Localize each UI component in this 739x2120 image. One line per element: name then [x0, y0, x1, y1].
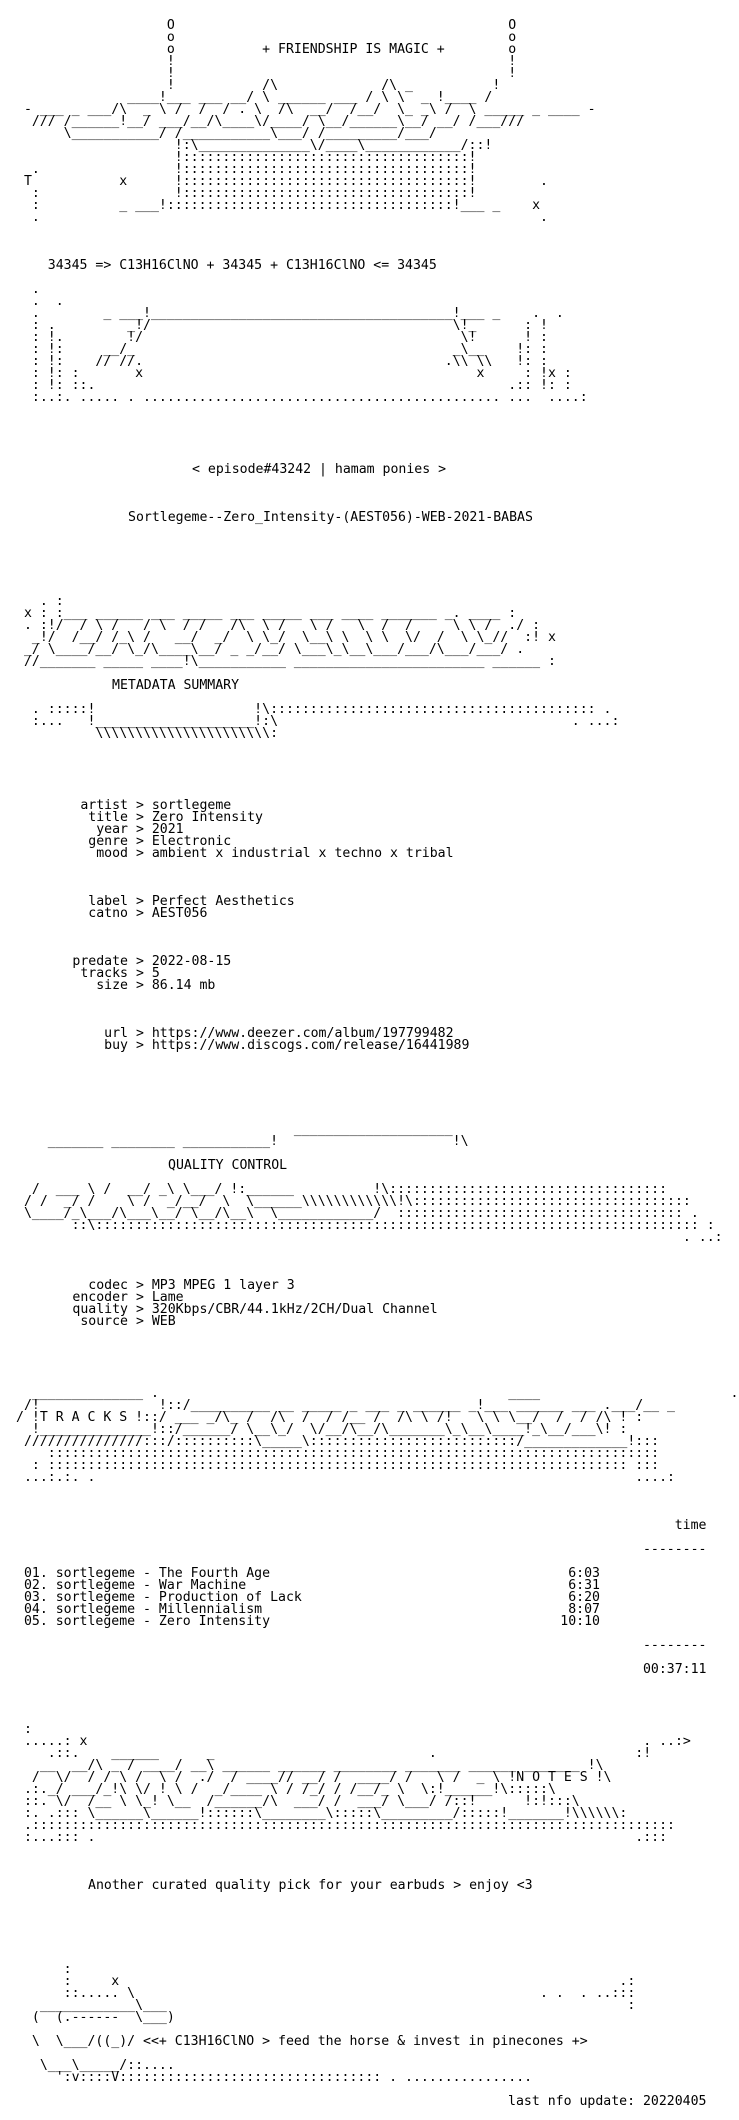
- metadata-key: tracks: [80, 966, 128, 981]
- metadata-key: predate: [72, 954, 128, 969]
- metadata-key: url: [104, 1026, 128, 1041]
- quality-key: codec: [88, 1278, 128, 1293]
- metadata-value[interactable]: https://www.discogs.com/release/16441989: [151, 1038, 470, 1053]
- quality-value: MP3 MPEG 1 layer 3: [151, 1278, 295, 1293]
- track-row: [16, 1616, 739, 1628]
- header-frame-art: . . . . _ ___!______________________________________!___ _ . . : . _!/ \!_ : ! : !. !/ \! ! : : !: __/_ _\__ !: : : !: // //. .\\ \\ !: : : !: : x x : !x : : !: ::. .:: !: : :..:. ..... . ............................................. ... ....:: [31, 282, 588, 405]
- metadata-value: Electronic: [151, 834, 232, 849]
- metadata-key: title: [88, 810, 128, 825]
- metadata-row-label: label > Perfect Aesthetics: [16, 896, 739, 908]
- metadata-key: catno: [88, 906, 128, 921]
- track-time: 6:31: [568, 1578, 600, 1593]
- metadata-logo-art: . : x : :___ ______ ___ _____ ___ _____ ___ ____ _______ _. ____ : . :!/ / \ / / \ / / /\ \ / \ / \ / / \ \ / ./ : _!/ /__/ /_\ / __/ _/ \ \_/ \__\ \ \ \ \/ / \ \_// :! x _/ \____/__/ \_/\____\__/ _ _/__/ \___\_\__\___/___/\___/___/ . //_______ _____ ____!\___________ ________________________ ______ :: [23, 594, 556, 669]
- metadata-key: genre: [88, 834, 128, 849]
- metadata-banner-art: . :::::! !\::::::::::::::::::::::::::::::::::::::::: . :... !____________________!:\ . ...: \\\\\\\\\\\\\\\\\\\\\\:: [31, 702, 620, 741]
- metadata-banner: METADATA SUMMARY: [112, 678, 240, 693]
- metadata-key: mood: [96, 846, 128, 861]
- tracks-total-rule: --------: [642, 1638, 707, 1653]
- nfo-document: [16, 8, 739, 2120]
- tracks-logo-art: ______________ . ____ . /! !::/__________ __ _____ _ ___ _ ______ _!___ ______ ___ .___/__ _ / !T R A C K S !::/ ___ _/\_ / /\ / / /__ / /\ \ /! \ \ \__/ / / /\ ! : !______________!::/______/ \__\_/ \/__/\__/\_______\_\__\____!_\__/___\! : ///////////////:::/::::::::::\_____\::::::::::::::::::::::::::/_____________!::: ::::::::::::::::::::::::::::::::::::::::::::::::::::::::::::::::::::::::::::: : ::::::::::::::::::::::::::::::::::::::::::::::::::::::::::::::::::::::::: ::: ...:.:. . ....:: [16, 1386, 739, 1485]
- track-time: 8:07: [568, 1602, 600, 1617]
- quality-key: quality: [72, 1302, 128, 1317]
- metadata-row-size: size > 86.14 mb: [16, 980, 739, 992]
- track-title: 02. sortlegeme - War Machine: [16, 1578, 247, 1593]
- metadata-value: 2021: [151, 822, 184, 837]
- footer-art: : : x .: ::..... \ . . . ..::: ____________\___ : ( (.------ \___): [31, 1962, 636, 2025]
- track-title: 04. sortlegeme - Millennialism: [16, 1602, 263, 1617]
- metadata-key: year: [96, 822, 128, 837]
- episode-line: < episode#43242 | hamam ponies >: [192, 462, 447, 477]
- track-time: 6:03: [568, 1566, 600, 1581]
- tracks-total-time: 00:37:11: [642, 1662, 707, 1677]
- metadata-value: Zero Intensity: [151, 810, 263, 825]
- track-time: 10:10: [560, 1614, 600, 1629]
- metadata-value[interactable]: https://www.deezer.com/album/197799482: [151, 1026, 454, 1041]
- metadata-key: size: [96, 978, 128, 993]
- metadata-key: artist: [80, 798, 128, 813]
- quality-row-quality: quality > 320Kbps/CBR/44.1kHz/2CH/Dual Channel: [16, 1304, 739, 1316]
- metadata-value: 2022-08-15: [151, 954, 232, 969]
- tracks-time-rule: --------: [642, 1542, 707, 1557]
- quality-banner-art: / ___ \ / __/ _\ \___/ !:______ !\::::::::::::::::::::::::::::::::::: / / _/ / \ / _/__/ \ \______\\\\\\\\\\\\!\::::::::::::::::::::::::::::::::::: \____/_\___/\___\__/ \__/\__\ \____________/ :::::::::::::::::::::::::::::::::::: . ::\:::::::::::::::::::::::::::::::::::::::::::::::::::::::::::::::::::::::::::: : . ..:: [23, 1182, 723, 1245]
- tracks-time-header: time: [674, 1518, 707, 1533]
- last-update: last nfo update: 20220405: [508, 2094, 707, 2109]
- metadata-value: 86.14 mb: [151, 978, 216, 993]
- metadata-row-title: title > Zero Intensity: [16, 812, 739, 824]
- metadata-row-buy: buy > https://www.discogs.com/release/16441989: [16, 1040, 739, 1052]
- quality-value: 320Kbps/CBR/44.1kHz/2CH/Dual Channel: [151, 1302, 438, 1317]
- metadata-value: sortlegeme: [151, 798, 232, 813]
- metadata-row-catno: catno > AEST056: [16, 908, 739, 920]
- track-time: 6:20: [568, 1590, 600, 1605]
- metadata-row-mood: mood > ambient x industrial x techno x tribal: [16, 848, 739, 860]
- footer-art-bottom: \___\_____/::.... ':v::::V::::::::::::::::::::::::::::::::: . ................: [39, 2058, 533, 2085]
- track-title: 05. sortlegeme - Zero Intensity: [16, 1614, 271, 1629]
- metadata-key: label: [88, 894, 128, 909]
- metadata-row-predate: predate > 2022-08-15: [16, 956, 739, 968]
- quality-key: encoder: [72, 1290, 128, 1305]
- metadata-value: Perfect Aesthetics: [151, 894, 295, 909]
- metadata-row-tracks: tracks > 5: [16, 968, 739, 980]
- quality-banner: QUALITY CONTROL: [168, 1158, 288, 1173]
- header-ascii-art: O O o o o + FRIENDSHIP IS MAGIC + o ! ! ! ! ! /\ /\ _ ! ____!___ ___ __/ \ ______ ___ / \ \ _ !____ / - ___ _ ___/\ _ \ / / / . \ /\ __/ /__/ \_ _\ / \ _____ _ ____ - /// /______!__/ ___/__/\____\/____/ \__/______\__/ __/ /___/// \___________/ /___________\___/ /_________/___/ !:\______________\/____\____________/::! !::::::::::::::::::::::::::::::::::::! . !::::::::::::::::::::::::::::::::::::! T x !::::::::::::::::::::::::::::::::::::! . : !::::::::::::::::::::::::::::::::::::! : _ ___!::::::::::::::::::::::::::::::::::::!___ _ x . .: [23, 18, 596, 225]
- notes-logo-art: : .....: x . ..:> .::. ______ _ . :! __ __/\ _ / ____/ __\ ______ ______ ________ _______ ______ _______ !\ / \/ / / \ / \ / ./ / ____// __/ / ____/ / \ / _ \ !N O T E S !\ .:._/ ___/_!\ \/ ! \ / _/____ \ / /_/ / /__/_ \ \:!______!\:::::\ ::. \/ /__ \ \_! \__ /______/\ ___/ / ___/ \___/ /::! !:!:::\ :. .::: \______\______!::::::\________\:::::\_________/:::::!_______!\\\\\\: .::::::::::::::::::::::::::::::::::::::::::::::::::::::::::::::::::::::::::::::::: :...::: . .:::: [23, 1722, 691, 1845]
- metadata-value: ambient x industrial x techno x tribal: [151, 846, 454, 861]
- metadata-key: buy: [104, 1038, 128, 1053]
- metadata-row-artist: artist > sortlegeme: [16, 800, 739, 812]
- track-title: 03. sortlegeme - Production of Lack: [16, 1590, 302, 1605]
- metadata-row-url: url > https://www.deezer.com/album/197799482: [16, 1028, 739, 1040]
- footer-tagline: \ \___/((_)/ <<+ C13H16ClNO > feed the horse & invest in pinecones +>: [16, 2034, 588, 2049]
- notes-text: Another curated quality pick for your earbuds > enjoy <3: [88, 1878, 533, 1893]
- track-title: 01. sortlegeme - The Fourth Age: [16, 1566, 271, 1581]
- quality-row-codec: codec > MP3 MPEG 1 layer 3: [16, 1280, 739, 1292]
- metadata-row-genre: genre > Electronic: [16, 836, 739, 848]
- quality-logo-art: ____________________ _______ ________ ___________! !\: [47, 1122, 469, 1149]
- quality-row-encoder: encoder > Lame: [16, 1292, 739, 1304]
- header-formula: 34345 => C13H16ClNO + 34345 + C13H16ClNO <= 34345: [16, 258, 437, 273]
- quality-row-source: source > WEB: [16, 1316, 739, 1328]
- metadata-value: AEST056: [151, 906, 208, 921]
- metadata-row-year: year > 2021: [16, 824, 739, 836]
- quality-key: source: [80, 1314, 128, 1329]
- quality-value: Lame: [151, 1290, 184, 1305]
- quality-value: WEB: [151, 1314, 176, 1329]
- metadata-value: 5: [151, 966, 160, 981]
- release-name: Sortlegeme--Zero_Intensity-(AEST056)-WEB-2021-BABAS: [128, 510, 533, 525]
